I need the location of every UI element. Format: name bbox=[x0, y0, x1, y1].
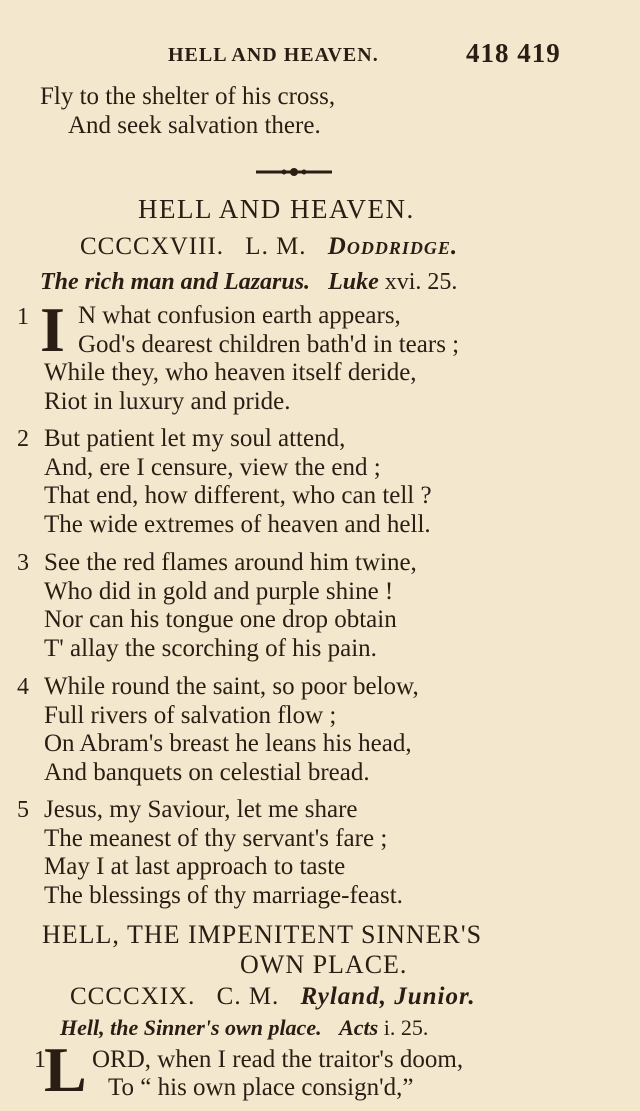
verse-line: To “ his own place consign'd,” bbox=[108, 1074, 414, 1101]
hymn-number: CCCCXVIII. bbox=[80, 233, 225, 260]
hymn-subject-line bbox=[40, 267, 457, 297]
hymn-author: Ryland, Junior. bbox=[300, 983, 476, 1010]
verse-line: That end, how different, who can tell ? bbox=[44, 482, 432, 509]
stanza-number: 5 bbox=[17, 797, 29, 823]
verse-line: Nor can his tongue one drop obtain bbox=[44, 606, 397, 633]
verse-line: The blessings of thy marriage-feast. bbox=[44, 882, 403, 909]
verse-line: And seek salvation there. bbox=[68, 112, 321, 139]
drop-cap: I bbox=[40, 294, 65, 365]
section-title: HELL AND HEAVEN. bbox=[138, 194, 415, 224]
verse-line: N what confusion earth appears, bbox=[78, 302, 401, 329]
stanza-number: 3 bbox=[17, 550, 29, 576]
verse-line: Jesus, my Saviour, let me share bbox=[44, 796, 358, 823]
verse-line: The wide extremes of heaven and hell. bbox=[44, 511, 431, 538]
verse-line: But patient let my soul attend, bbox=[44, 425, 346, 452]
verse-line: Fly to the shelter of his cross, bbox=[40, 83, 336, 110]
scripture-book: Luke bbox=[328, 269, 379, 295]
scripture-book: Acts bbox=[339, 1015, 379, 1040]
verse-line: Who did in gold and purple shine ! bbox=[44, 578, 394, 605]
verse-line: And, ere I censure, view the end ; bbox=[44, 454, 381, 481]
hymn-meter: C. M. bbox=[216, 983, 280, 1010]
verse-line: Full rivers of salvation flow ; bbox=[44, 702, 337, 729]
stanza-number: 1 bbox=[34, 1047, 46, 1073]
hymn-number: CCCCXIX. bbox=[70, 983, 196, 1010]
hymn-subject: The rich man and Lazarus. bbox=[40, 269, 311, 295]
stanza-number: 4 bbox=[17, 674, 29, 700]
hymn-subject-line bbox=[60, 1013, 428, 1043]
ornament-divider bbox=[254, 164, 334, 180]
verse-line: See the red flames around him twine, bbox=[44, 549, 417, 576]
verse-line: May I at last approach to taste bbox=[44, 853, 346, 880]
verse-line: While round the saint, so poor below, bbox=[44, 673, 419, 700]
stanza-number: 2 bbox=[17, 426, 29, 452]
verse-line: And banquets on celestial bread. bbox=[44, 759, 370, 786]
hymn-subject: Hell, the Sinner's own place. bbox=[60, 1015, 322, 1040]
running-title: HELL AND HEAVEN. bbox=[168, 44, 379, 66]
verse-line: On Abram's breast he leans his head, bbox=[44, 730, 412, 757]
page-header bbox=[0, 38, 640, 78]
section-title: HELL, THE IMPENITENT SINNER'S bbox=[42, 920, 483, 949]
hymn-author: Doddridge. bbox=[327, 233, 459, 260]
verse-line: ORD, when I read the traitor's doom, bbox=[92, 1046, 464, 1073]
scripture-reference: i. 25. bbox=[383, 1015, 429, 1040]
hymn-meta bbox=[70, 982, 476, 1012]
verse-line: While they, who heaven itself deride, bbox=[44, 359, 417, 386]
stanza-number: 1 bbox=[17, 304, 29, 330]
section-title-continued: OWN PLACE. bbox=[240, 950, 408, 979]
page-numbers: 418 419 bbox=[466, 38, 561, 68]
scripture-reference: xvi. 25. bbox=[384, 269, 458, 295]
hymn-meta bbox=[80, 232, 458, 262]
verse-line: Riot in luxury and pride. bbox=[44, 388, 291, 415]
verse-line: T' allay the scorching of his pain. bbox=[44, 635, 377, 662]
verse-line: The meanest of thy servant's fare ; bbox=[44, 825, 388, 852]
verse-line: God's dearest children bath'd in tears ; bbox=[78, 331, 460, 358]
drop-cap: L bbox=[44, 1034, 87, 1105]
hymn-meter: L. M. bbox=[245, 233, 307, 260]
